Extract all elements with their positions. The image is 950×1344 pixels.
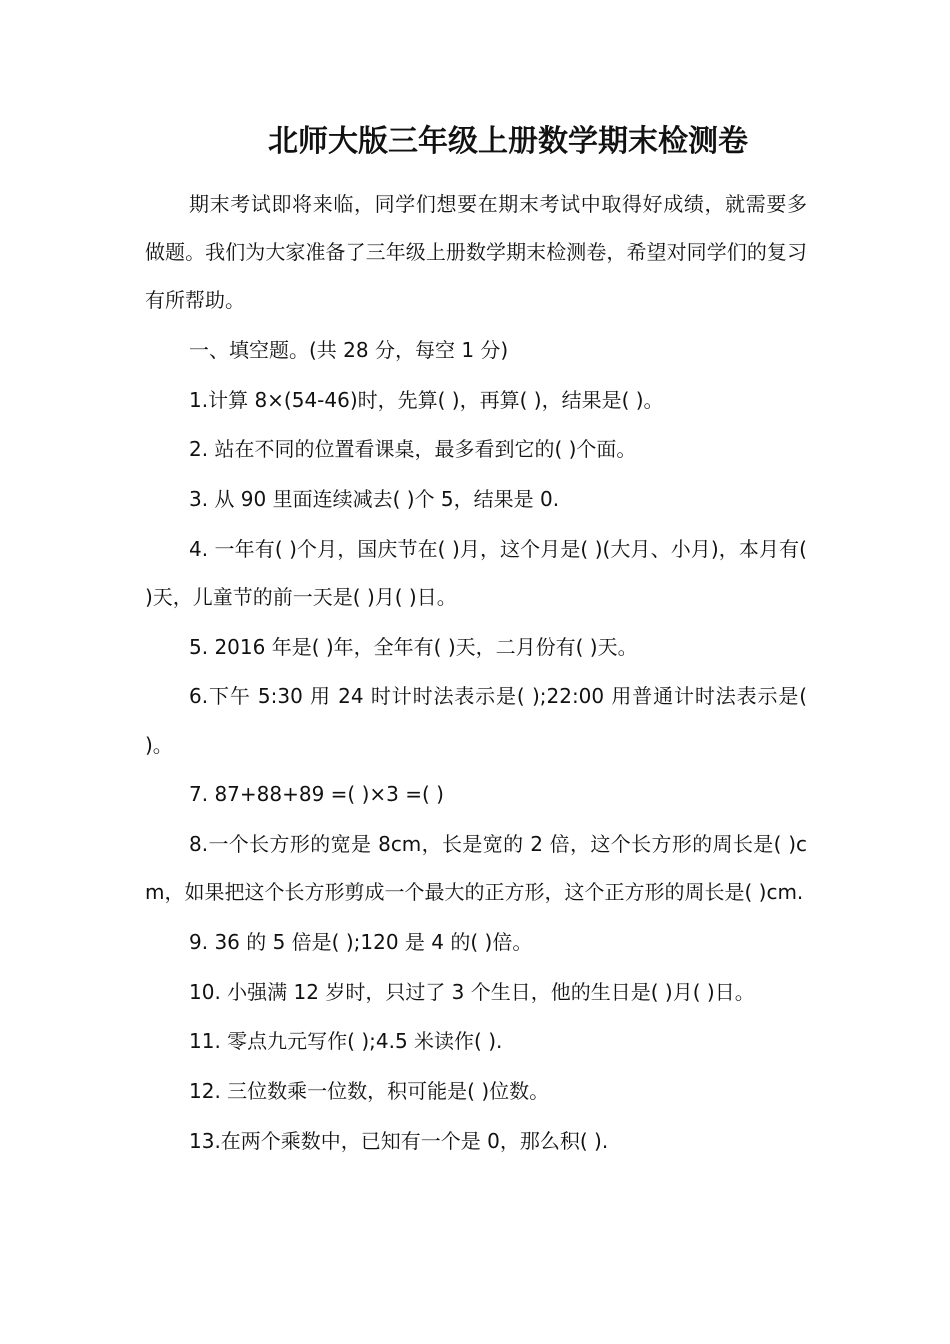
question-item: 10. 小强满 12 岁时，只过了 3 个生日，他的生日是( )月( )日。 — [189, 979, 755, 1004]
question-item: 8.一个长方形的宽是 8cm，长是宽的 2 倍，这个长方形的周长是( )cm，如果把这个长方形剪成一个最大的正方形，这个正方形的周长是( )cm. — [145, 831, 807, 905]
question-item: 3. 从 90 里面连续减去( )个 5，结果是 0. — [189, 487, 560, 512]
question-item: 5. 2016 年是( )年，全年有( )天，二月份有( )天。 — [189, 634, 638, 659]
question-item: 6.下午 5:30 用 24 时计时法表示是( );22:00 用普通计时法表示是( )。 — [145, 684, 807, 757]
document-body — [145, 180, 807, 1166]
document-title: 北师大版三年级上册数学期末检测卷 — [268, 124, 748, 159]
intro-paragraph: 期末考试即将来临，同学们想要在期末考试中取得好成绩，就需要多做题。我们为大家准备了三年级上册数学期末检测卷，希望对同学们的复习有所帮助。 — [145, 192, 807, 313]
question-item: 11. 零点九元写作( );4.5 米读作( ). — [189, 1029, 503, 1054]
question-item: 12. 三位数乘一位数，积可能是( )位数。 — [189, 1079, 550, 1104]
question-item: 13.在两个乘数中，已知有一个是 0，那么积( ). — [189, 1128, 609, 1153]
question-item: 1.计算 8×(54-46)时，先算( )，再算( )，结果是( )。 — [189, 387, 664, 412]
section-heading: 一、填空题。(共 28 分，每空 1 分) — [189, 337, 509, 362]
question-item: 4. 一年有( )个月，国庆节在( )月，这个月是( )(大月、小月)，本月有( )天，儿童节的前一天是( )月( )日。 — [145, 536, 807, 609]
question-item: 7. 87+88+89 =( )×3 =( ) — [189, 782, 444, 807]
question-item: 2. 站在不同的位置看课桌，最多看到它的( )个面。 — [189, 437, 637, 462]
question-item: 9. 36 的 5 倍是( );120 是 4 的( )倍。 — [189, 929, 533, 954]
